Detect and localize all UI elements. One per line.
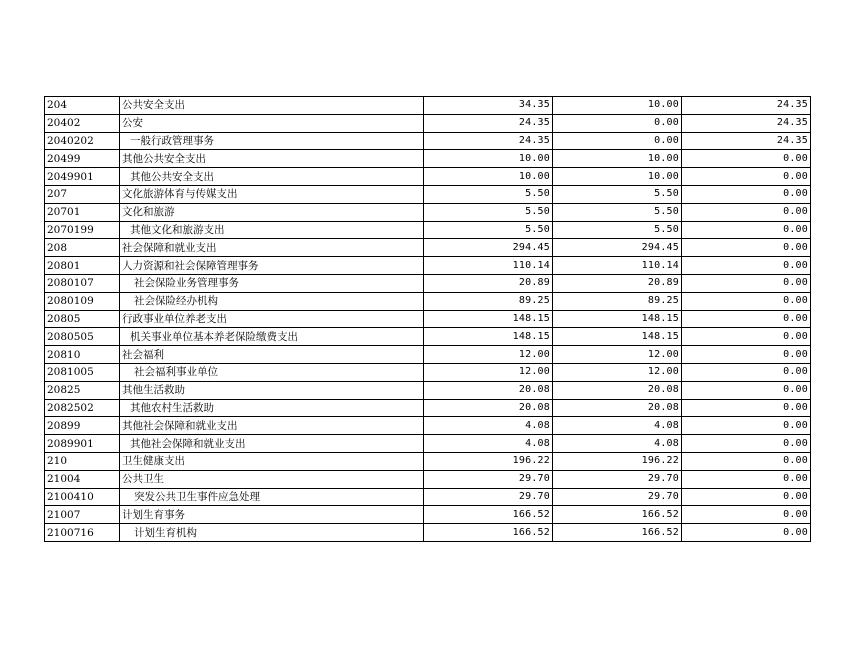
total-amount-cell: 148.15 [424,310,553,328]
project-expenditure-cell: 0.00 [682,452,811,470]
table-row [45,97,811,115]
subject-name-cell: 其他文化和旅游支出 [120,221,424,239]
subject-code-cell: 2089901 [45,435,120,453]
basic-expenditure-cell: 10.00 [553,97,682,115]
total-amount-cell: 5.50 [424,185,553,203]
subject-name-cell: 计划生育机构 [120,524,424,542]
subject-name-cell: 行政事业单位养老支出 [120,310,424,328]
table-row [45,506,811,524]
total-amount-cell: 29.70 [424,488,553,506]
project-expenditure-cell: 24.35 [682,132,811,150]
basic-expenditure-cell: 20.89 [553,274,682,292]
subject-name-cell: 公共卫生 [120,470,424,488]
subject-name-cell: 文化和旅游 [120,203,424,221]
table-row [45,168,811,186]
project-expenditure-cell: 0.00 [682,185,811,203]
table-row [45,381,811,399]
table-row [45,203,811,221]
subject-code-cell: 207 [45,185,120,203]
basic-expenditure-cell: 294.45 [553,239,682,257]
total-amount-cell: 34.35 [424,97,553,115]
subject-code-cell: 20499 [45,150,120,168]
basic-expenditure-cell: 20.08 [553,381,682,399]
subject-code-cell: 20402 [45,114,120,132]
table-row [45,310,811,328]
total-amount-cell: 89.25 [424,292,553,310]
table-row [45,114,811,132]
total-amount-cell: 20.08 [424,381,553,399]
table-row [45,292,811,310]
total-amount-cell: 20.08 [424,399,553,417]
subject-name-cell: 其他公共安全支出 [120,150,424,168]
project-expenditure-cell: 0.00 [682,150,811,168]
subject-name-cell: 社会福利事业单位 [120,363,424,381]
total-amount-cell: 10.00 [424,150,553,168]
total-amount-cell: 5.50 [424,203,553,221]
subject-code-cell: 20825 [45,381,120,399]
project-expenditure-cell: 0.00 [682,435,811,453]
basic-expenditure-cell: 5.50 [553,185,682,203]
expenditure-table-body [45,97,811,542]
total-amount-cell: 20.89 [424,274,553,292]
subject-name-cell: 其他农村生活救助 [120,399,424,417]
subject-code-cell: 21004 [45,470,120,488]
total-amount-cell: 4.08 [424,417,553,435]
table-row [45,132,811,150]
basic-expenditure-cell: 4.08 [553,417,682,435]
subject-code-cell: 20899 [45,417,120,435]
basic-expenditure-cell: 148.15 [553,310,682,328]
table-row [45,470,811,488]
table-row [45,221,811,239]
total-amount-cell: 294.45 [424,239,553,257]
total-amount-cell: 24.35 [424,114,553,132]
table-row [45,488,811,506]
basic-expenditure-cell: 12.00 [553,363,682,381]
table-row [45,239,811,257]
subject-code-cell: 2100410 [45,488,120,506]
basic-expenditure-cell: 0.00 [553,132,682,150]
project-expenditure-cell: 0.00 [682,203,811,221]
subject-code-cell: 20810 [45,346,120,364]
subject-code-cell: 210 [45,452,120,470]
project-expenditure-cell: 0.00 [682,257,811,275]
basic-expenditure-cell: 110.14 [553,257,682,275]
subject-name-cell: 文化旅游体育与传媒支出 [120,185,424,203]
total-amount-cell: 29.70 [424,470,553,488]
basic-expenditure-cell: 5.50 [553,203,682,221]
subject-name-cell: 人力资源和社会保障管理事务 [120,257,424,275]
table-row [45,399,811,417]
subject-code-cell: 2082502 [45,399,120,417]
subject-code-cell: 2100716 [45,524,120,542]
project-expenditure-cell: 0.00 [682,399,811,417]
subject-code-cell: 20701 [45,203,120,221]
table-row [45,417,811,435]
basic-expenditure-cell: 29.70 [553,470,682,488]
basic-expenditure-cell: 166.52 [553,524,682,542]
subject-name-cell: 公共安全支出 [120,97,424,115]
total-amount-cell: 166.52 [424,506,553,524]
project-expenditure-cell: 24.35 [682,97,811,115]
project-expenditure-cell: 24.35 [682,114,811,132]
expenditure-table [44,96,811,542]
project-expenditure-cell: 0.00 [682,168,811,186]
table-row [45,363,811,381]
table-row [45,150,811,168]
subject-name-cell: 计划生育事务 [120,506,424,524]
basic-expenditure-cell: 12.00 [553,346,682,364]
basic-expenditure-cell: 166.52 [553,506,682,524]
basic-expenditure-cell: 0.00 [553,114,682,132]
subject-name-cell: 机关事业单位基本养老保险缴费支出 [120,328,424,346]
subject-code-cell: 2081005 [45,363,120,381]
basic-expenditure-cell: 10.00 [553,168,682,186]
project-expenditure-cell: 0.00 [682,328,811,346]
subject-name-cell: 社会福利 [120,346,424,364]
total-amount-cell: 196.22 [424,452,553,470]
project-expenditure-cell: 0.00 [682,346,811,364]
subject-code-cell: 21007 [45,506,120,524]
subject-code-cell: 2070199 [45,221,120,239]
project-expenditure-cell: 0.00 [682,470,811,488]
basic-expenditure-cell: 29.70 [553,488,682,506]
project-expenditure-cell: 0.00 [682,506,811,524]
basic-expenditure-cell: 148.15 [553,328,682,346]
subject-name-cell: 其他公共安全支出 [120,168,424,186]
project-expenditure-cell: 0.00 [682,239,811,257]
table-row [45,274,811,292]
total-amount-cell: 4.08 [424,435,553,453]
project-expenditure-cell: 0.00 [682,488,811,506]
project-expenditure-cell: 0.00 [682,417,811,435]
project-expenditure-cell: 0.00 [682,292,811,310]
project-expenditure-cell: 0.00 [682,274,811,292]
subject-name-cell: 突发公共卫生事件应急处理 [120,488,424,506]
table-row [45,185,811,203]
subject-code-cell: 2080505 [45,328,120,346]
subject-name-cell: 一般行政管理事务 [120,132,424,150]
subject-code-cell: 2080107 [45,274,120,292]
basic-expenditure-cell: 4.08 [553,435,682,453]
table-row [45,452,811,470]
total-amount-cell: 10.00 [424,168,553,186]
total-amount-cell: 24.35 [424,132,553,150]
subject-code-cell: 2080109 [45,292,120,310]
subject-name-cell: 社会保险经办机构 [120,292,424,310]
expenditure-table-container [44,96,808,542]
basic-expenditure-cell: 10.00 [553,150,682,168]
subject-name-cell: 社会保险业务管理事务 [120,274,424,292]
subject-name-cell: 卫生健康支出 [120,452,424,470]
table-row [45,328,811,346]
subject-name-cell: 其他社会保障和就业支出 [120,435,424,453]
project-expenditure-cell: 0.00 [682,363,811,381]
basic-expenditure-cell: 5.50 [553,221,682,239]
project-expenditure-cell: 0.00 [682,310,811,328]
subject-code-cell: 20805 [45,310,120,328]
project-expenditure-cell: 0.00 [682,381,811,399]
project-expenditure-cell: 0.00 [682,221,811,239]
table-row [45,435,811,453]
total-amount-cell: 148.15 [424,328,553,346]
total-amount-cell: 12.00 [424,363,553,381]
subject-name-cell: 社会保障和就业支出 [120,239,424,257]
total-amount-cell: 110.14 [424,257,553,275]
subject-name-cell: 其他生活救助 [120,381,424,399]
subject-code-cell: 204 [45,97,120,115]
table-row [45,257,811,275]
subject-code-cell: 208 [45,239,120,257]
subject-code-cell: 2049901 [45,168,120,186]
subject-code-cell: 2040202 [45,132,120,150]
total-amount-cell: 12.00 [424,346,553,364]
project-expenditure-cell: 0.00 [682,524,811,542]
total-amount-cell: 5.50 [424,221,553,239]
basic-expenditure-cell: 89.25 [553,292,682,310]
subject-name-cell: 公安 [120,114,424,132]
total-amount-cell: 166.52 [424,524,553,542]
subject-code-cell: 20801 [45,257,120,275]
basic-expenditure-cell: 196.22 [553,452,682,470]
table-row [45,346,811,364]
table-row [45,524,811,542]
subject-name-cell: 其他社会保障和就业支出 [120,417,424,435]
basic-expenditure-cell: 20.08 [553,399,682,417]
